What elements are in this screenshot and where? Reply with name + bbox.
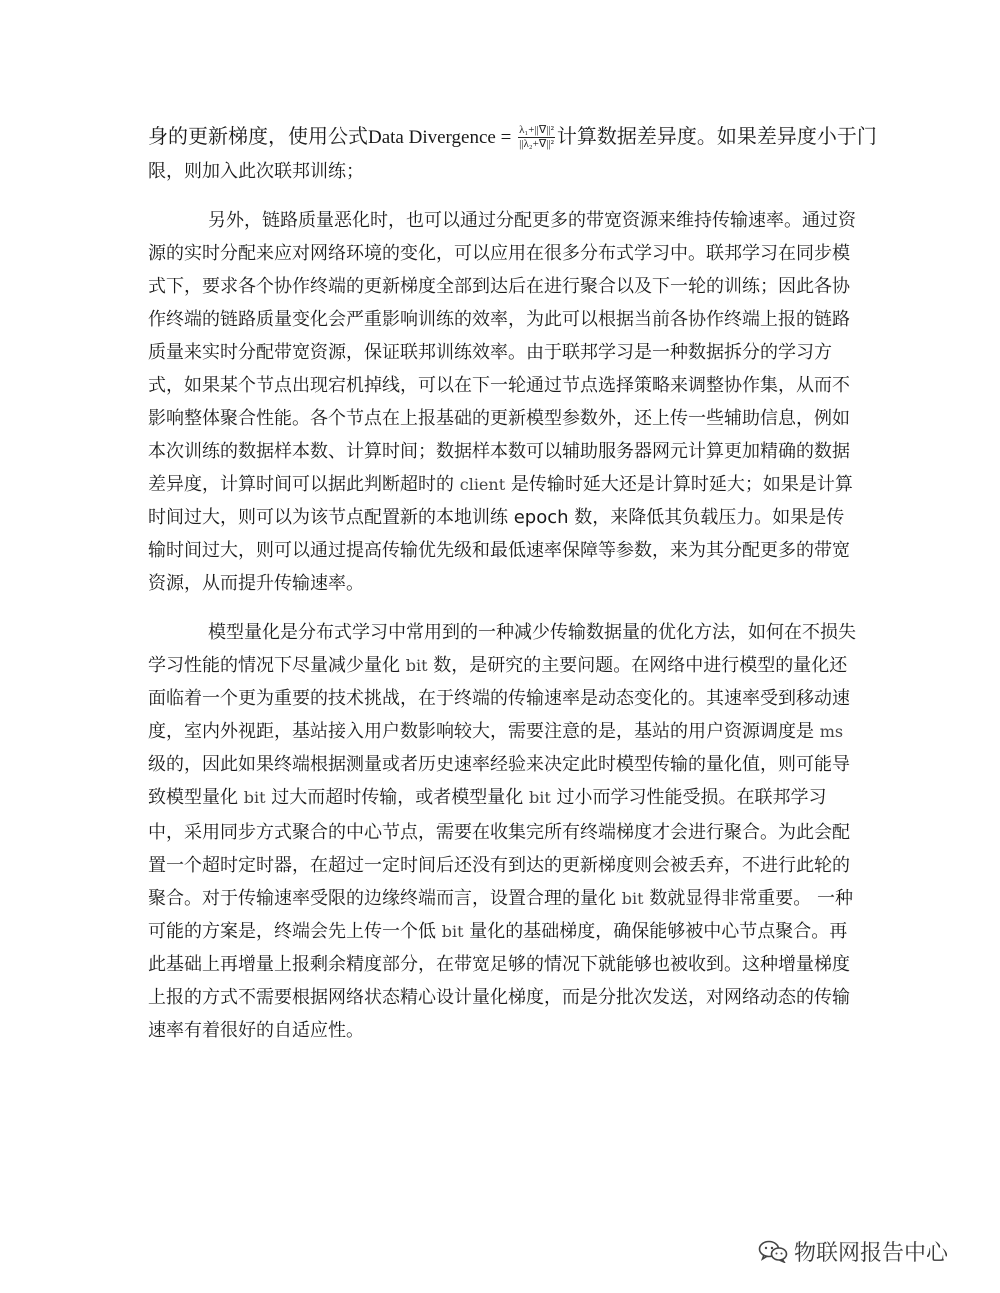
paragraph3-text: 量化的基础梯度，确保能够被中心节点聚合。再 — [463, 921, 848, 942]
paragraph2-text: 差异度，计算时间可以据此判断超时的 — [148, 474, 460, 495]
formula-numerator: λ₁+||∇||² — [519, 124, 554, 136]
paragraph3-text: 学习性能的情况下尽量减少量化 — [148, 655, 406, 676]
paragraph2-line: 质量来实时分配带宽资源，保证联邦训练效率。由于联邦学习是一种数据拆分的学习方 — [148, 342, 832, 363]
term-bit: bit — [528, 788, 551, 807]
paragraph2-line: 资源，从而提升传输速率。 — [148, 573, 364, 594]
paragraph3-text: 度，室内外视距，基站接入用户数影响较大，需要注意的是，基站的用户资源调度是 — [148, 721, 820, 742]
watermark — [758, 1237, 948, 1265]
intro-line-1 — [148, 124, 877, 151]
term-bit: bit — [243, 788, 266, 807]
paragraph2-line: 影响整体聚合性能。各个节点在上报基础的更新模型参数外，还上传一些辅助信息，例如 — [148, 408, 850, 429]
paragraph2-line: 式，如果某个节点出现宕机掉线，可以在下一轮通过节点选择策略来调整协作集，从而不 — [148, 375, 850, 396]
paragraph2-line: 输时间过大，则可以通过提高传输优先级和最低速率保障等参数，来为其分配更多的带宽 — [148, 540, 850, 561]
paragraph3-line: 级的，因此如果终端根据测量或者历史速率经验来决定此时模型传输的量化值，则可能导 — [148, 754, 850, 775]
paragraph3-line — [148, 786, 858, 810]
term-bit: bit — [441, 922, 464, 941]
paragraph3-text: 可能的方案是，终端会先上传一个低 — [148, 921, 442, 942]
paragraph3-text: 过大而超时传输，或者模型量化 — [265, 787, 529, 808]
paragraph3-line: 中，采用同步方式聚合的中心节点，需要在收集完所有终端梯度才会进行聚合。为此会配 — [148, 822, 850, 843]
paragraph2-line: 源的实时分配来应对网络环境的变化，可以应用在很多分布式学习中。联邦学习在同步模 — [148, 243, 850, 264]
paragraph3-line: 上报的方式不需要根据网络状态精心设计量化梯度，而是分批次发送，对网络动态的传输 — [148, 987, 850, 1008]
formula-label: Data Divergence = — [368, 127, 517, 148]
paragraph2-line — [148, 473, 858, 497]
paragraph2-line: 时间过大，则可以为该节点配置新的本地训练 epoch 数，来降低其负载压力。如果是传 — [148, 507, 845, 528]
paragraph3-line — [148, 920, 858, 944]
paragraph3-line: 置一个超时定时器，在超过一定时间后还没有到达的更新梯度则会被丢弃，不进行此轮的 — [148, 855, 850, 876]
term-client: client — [459, 475, 506, 494]
intro-line-2: 限，则加入此次联邦训练； — [148, 161, 364, 182]
paragraph3-line: 速率有着很好的自适应性。 — [148, 1020, 364, 1041]
formula-denominator: ||λ₂+∇||² — [519, 138, 554, 150]
paragraph3-line — [148, 654, 858, 678]
paragraph3-line: 模型量化是分布式学习中常用到的一种减少传输数据量的优化方法，如何在不损失 — [208, 622, 856, 643]
term-bit: bit — [621, 889, 644, 908]
paragraph3-text: 过小而学习性能受损。在联邦学习 — [550, 787, 827, 808]
paragraph3-text: 聚合。对于传输速率受限的边缘终端而言，设置合理的量化 — [148, 888, 622, 909]
paragraph3-line: 此基础上再增量上报剩余精度部分，在带宽足够的情况下就能够也被收到。这种增量梯度 — [148, 954, 850, 975]
term-ms: ms — [819, 722, 844, 741]
intro-text-before: 身的更新梯度，使用公式 — [148, 124, 368, 148]
paragraph2-line: 作终端的链路质量变化会严重影响训练的效率，为此可以根据当前各协作终端上报的链路 — [148, 309, 850, 330]
paragraph3-text: 数，是研究的主要问题。在网络中进行模型的量化还 — [427, 655, 848, 676]
paragraph3-line — [148, 720, 858, 744]
intro-text-after: 计算数据差异度。如果差异度小于门 — [556, 124, 877, 148]
paragraph3-text: 致模型量化 — [148, 787, 244, 808]
formula-fraction — [518, 124, 555, 151]
paragraph2-line: 本次训练的数据样本数、计算时间；数据样本数可以辅助服务器网元计算更加精确的数据 — [148, 441, 850, 462]
paragraph2-line: 式下，要求各个协作终端的更新梯度全部到达后在进行聚合以及下一轮的训练；因此各协 — [148, 276, 850, 297]
wechat-icon — [758, 1239, 788, 1263]
watermark-text: 物联网报告中心 — [794, 1240, 949, 1266]
paragraph2-text: 是传输时延大还是计算时延大；如果是计算 — [505, 474, 853, 495]
paragraph2-line: 另外，链路质量恶化时，也可以通过分配更多的带宽资源来维持传输速率。通过资 — [208, 210, 856, 231]
paragraph3-text: 数就显得非常重要。 一种 — [643, 888, 853, 909]
paragraph3-line — [148, 887, 858, 911]
paragraph3-line: 面临着一个更为重要的技术挑战，在于终端的传输速率是动态变化的。其速率受到移动速 — [148, 688, 850, 709]
term-bit: bit — [405, 656, 428, 675]
